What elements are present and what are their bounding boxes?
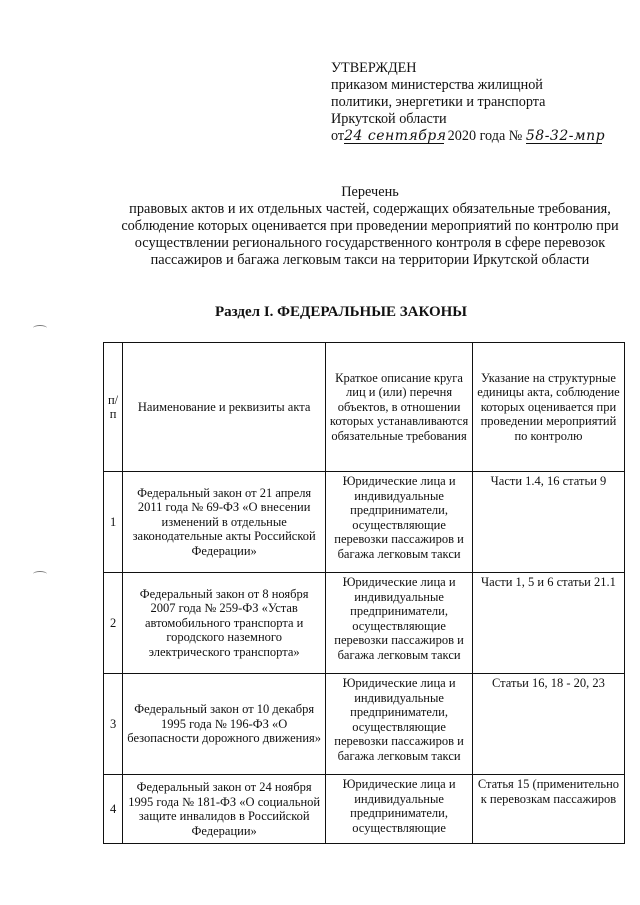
row-articles: Статьи 16, 18 - 20, 23 xyxy=(472,674,624,775)
binding-mark xyxy=(33,571,47,577)
row-subjects: Юридические лица и индивидуальные предприниматели, осуществляющие xyxy=(326,775,473,844)
table-row xyxy=(104,573,625,674)
row-subjects: Юридические лица и индивидуальные предприниматели, осуществляющие перевозки пассажиров и багажа легковым такси xyxy=(326,674,473,775)
row-subjects: Юридические лица и индивидуальные предприниматели, осуществляющие перевозки пассажиров и багажа легковым такси xyxy=(326,472,473,573)
binding-mark xyxy=(33,325,47,331)
row-num: 4 xyxy=(104,775,123,844)
document-subtitle: правовых актов и их отдельных частей, содержащих обязательные требования, соблюдение которых оценивается при проведении мероприятий по контролю при осуществлении регионального государственного контроля в сфере перевозок пассажиров и багажа легковым такси на территории Иркутской области xyxy=(121,201,619,268)
header-num: п/п xyxy=(104,343,123,472)
year-text: 2020 года № xyxy=(447,128,523,144)
approval-date-line xyxy=(331,128,631,145)
row-articles: Статья 15 (применительно к перевозкам пассажиров xyxy=(472,775,624,844)
row-subjects: Юридические лица и индивидуальные предприниматели, осуществляющие перевозки пассажиров и багажа легковым такси xyxy=(326,573,473,674)
date-prefix: от xyxy=(331,128,345,144)
row-num: 1 xyxy=(104,472,123,573)
table-row xyxy=(104,472,625,573)
acts-table xyxy=(103,342,625,844)
row-act-name: Федеральный закон от 21 апреля 2011 года № 69-ФЗ «О внесении изменений в отдельные законодательные акты Российской Федерации» xyxy=(123,472,326,573)
row-num: 2 xyxy=(104,573,123,674)
approval-block xyxy=(331,60,631,145)
handwritten-date: 24 сентября xyxy=(344,128,447,144)
header-ref: Указание на структурные единицы акта, соблюдение которых оценивается при проведении мероприятий по контролю xyxy=(472,343,624,472)
approval-title: УТВЕРЖДЕН xyxy=(331,60,417,76)
header-name: Наименование и реквизиты акта xyxy=(123,343,326,472)
table-header-row xyxy=(104,343,625,472)
row-act-name: Федеральный закон от 10 декабря 1995 года № 196-ФЗ «О безопасности дорожного движения» xyxy=(123,674,326,775)
section-title: Раздел I. ФЕДЕРАЛЬНЫЕ ЗАКОНЫ xyxy=(215,304,468,320)
approval-order-line: приказом министерства жилищной xyxy=(331,77,543,93)
row-articles: Части 1, 5 и 6 статьи 21.1 xyxy=(472,573,624,674)
table-row xyxy=(104,674,625,775)
row-num: 3 xyxy=(104,674,123,775)
document-title: Перечень xyxy=(341,184,399,200)
approval-region-line: Иркутской области xyxy=(331,111,447,127)
row-act-name: Федеральный закон от 24 ноября 1995 года № 181-ФЗ «О социальной защите инвалидов в Российской Федерации» xyxy=(123,775,326,844)
handwritten-order-number: 58-32-мпр xyxy=(525,128,606,144)
row-act-name: Федеральный закон от 8 ноября 2007 года № 259-ФЗ «Устав автомобильного транспорта и городского наземного электрического транспорта» xyxy=(123,573,326,674)
row-articles: Части 1.4, 16 статьи 9 xyxy=(472,472,624,573)
header-desc: Краткое описание круга лиц и (или) перечня объектов, в отношении которых устанавливаются обязательные требования xyxy=(326,343,473,472)
table-row xyxy=(104,775,625,844)
approval-ministry-line: политики, энергетики и транспорта xyxy=(331,94,546,110)
